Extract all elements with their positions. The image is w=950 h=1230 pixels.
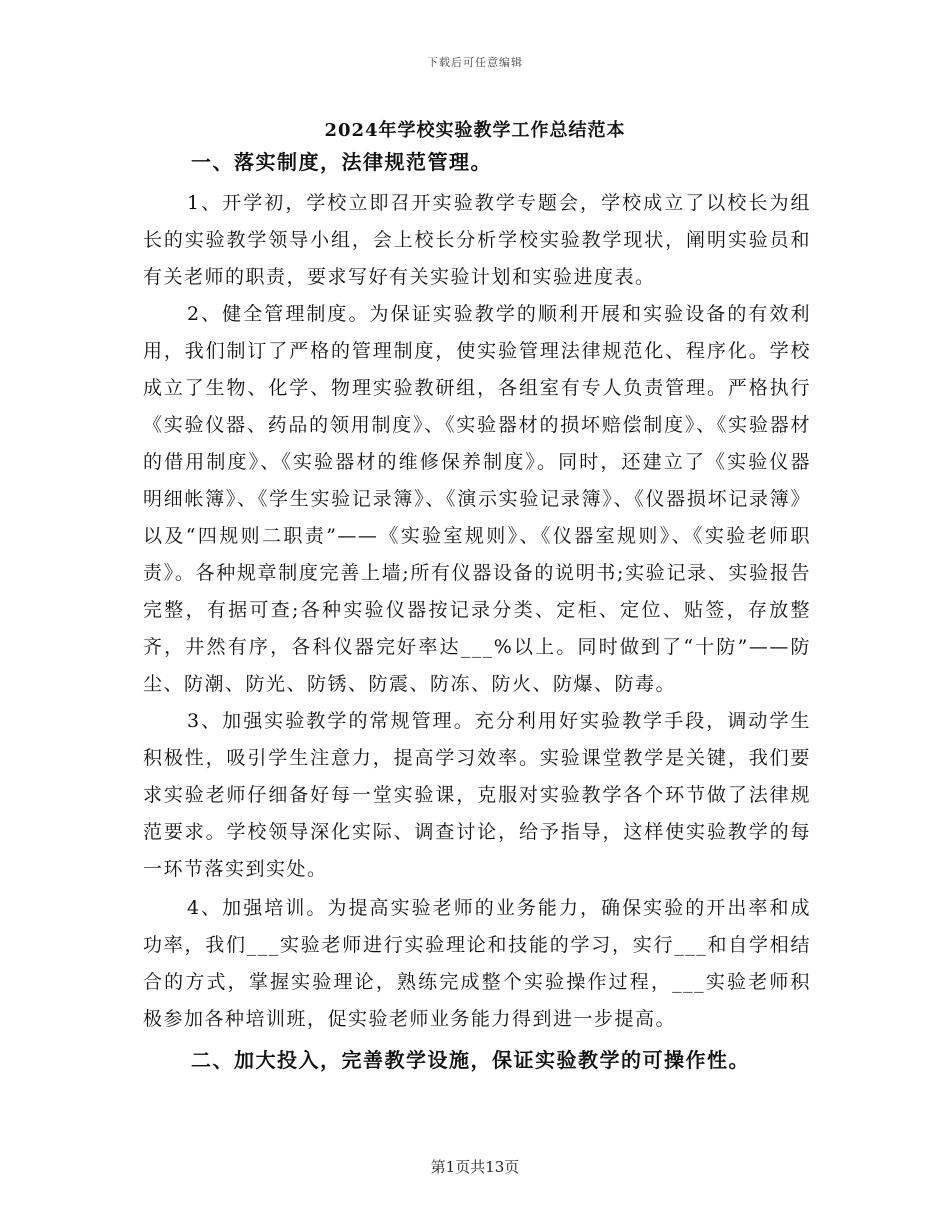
paragraph-1: 1、开学初，学校立即召开实验教学专题会，学校成立了以校长为组长的实验教学领导小组，会上校长分析学校实验教学现状，阐明实验员和有关老师的职责，要求写好有关实验计划和实验进度表。 bbox=[143, 192, 811, 288]
section-heading-2: 二、加大投入，完善教学设施，保证实验教学的可操作性。 bbox=[191, 1048, 750, 1072]
document-body bbox=[143, 144, 811, 1083]
paragraph-4: 4、加强培训。为提高实验老师的业务能力，确保实验的开出率和成功率，我们___实验老师进行实验理论和技能的学习，实行___和自学相结合的方式，掌握实验理论，熟练完成整个实验操作过程，___实验老师积极参加各种培训班，促实验老师业务能力得到进一步提高。 bbox=[143, 897, 811, 1030]
document-title: 2024年学校实验教学工作总结范本 bbox=[324, 120, 626, 141]
page-header: 下载后可任意编辑 bbox=[427, 56, 523, 69]
section-heading-1: 一、落实制度，法律规范管理。 bbox=[191, 150, 492, 174]
page-number-footer: 第1页共13页 bbox=[430, 1158, 520, 1176]
paragraph-3: 3、加强实验教学的常规管理。充分利用好实验教学手段，调动学生积极性，吸引学生注意力，提高学习效率。实验课堂教学是关键，我们要求实验老师仔细备好每一堂实验课，克服对实验教学各个环节做了法律规范要求。学校领导深化实际、调查讨论，给予指导，这样使实验教学的每一环节落实到实处。 bbox=[143, 710, 811, 880]
paragraph-2: 2、健全管理制度。为保证实验教学的顺利开展和实验设备的有效利用，我们制订了严格的管理制度，使实验管理法律规范化、程序化。学校成立了生物、化学、物理实验教研组，各组室有专人负责管理。严格执行《实验仪器、药品的领用制度》、《实验器材的损坏赔偿制度》、《实验器材的借用制度》、《实验器材的维修保养制度》。同时，还建立了《实验仪器明细帐簿》、《学生实验记录簿》、《演示实验记录簿》、《仪器损坏记录簿》以及“四规则二职责”——《实验室规则》、《仪器室规则》、《实验老师职责》。各种规章制度完善上墙;所有仪器设备的说明书;实验记录、实验报告完整，有据可查;各种实验仪器按记录分类、定柜、定位、贴签，存放整齐，井然有序，各科仪器完好率达___%以上。同时做到了“十防”——防尘、防潮、防光、防锈、防震、防冻、防火、防爆、防毒。 bbox=[143, 303, 811, 695]
